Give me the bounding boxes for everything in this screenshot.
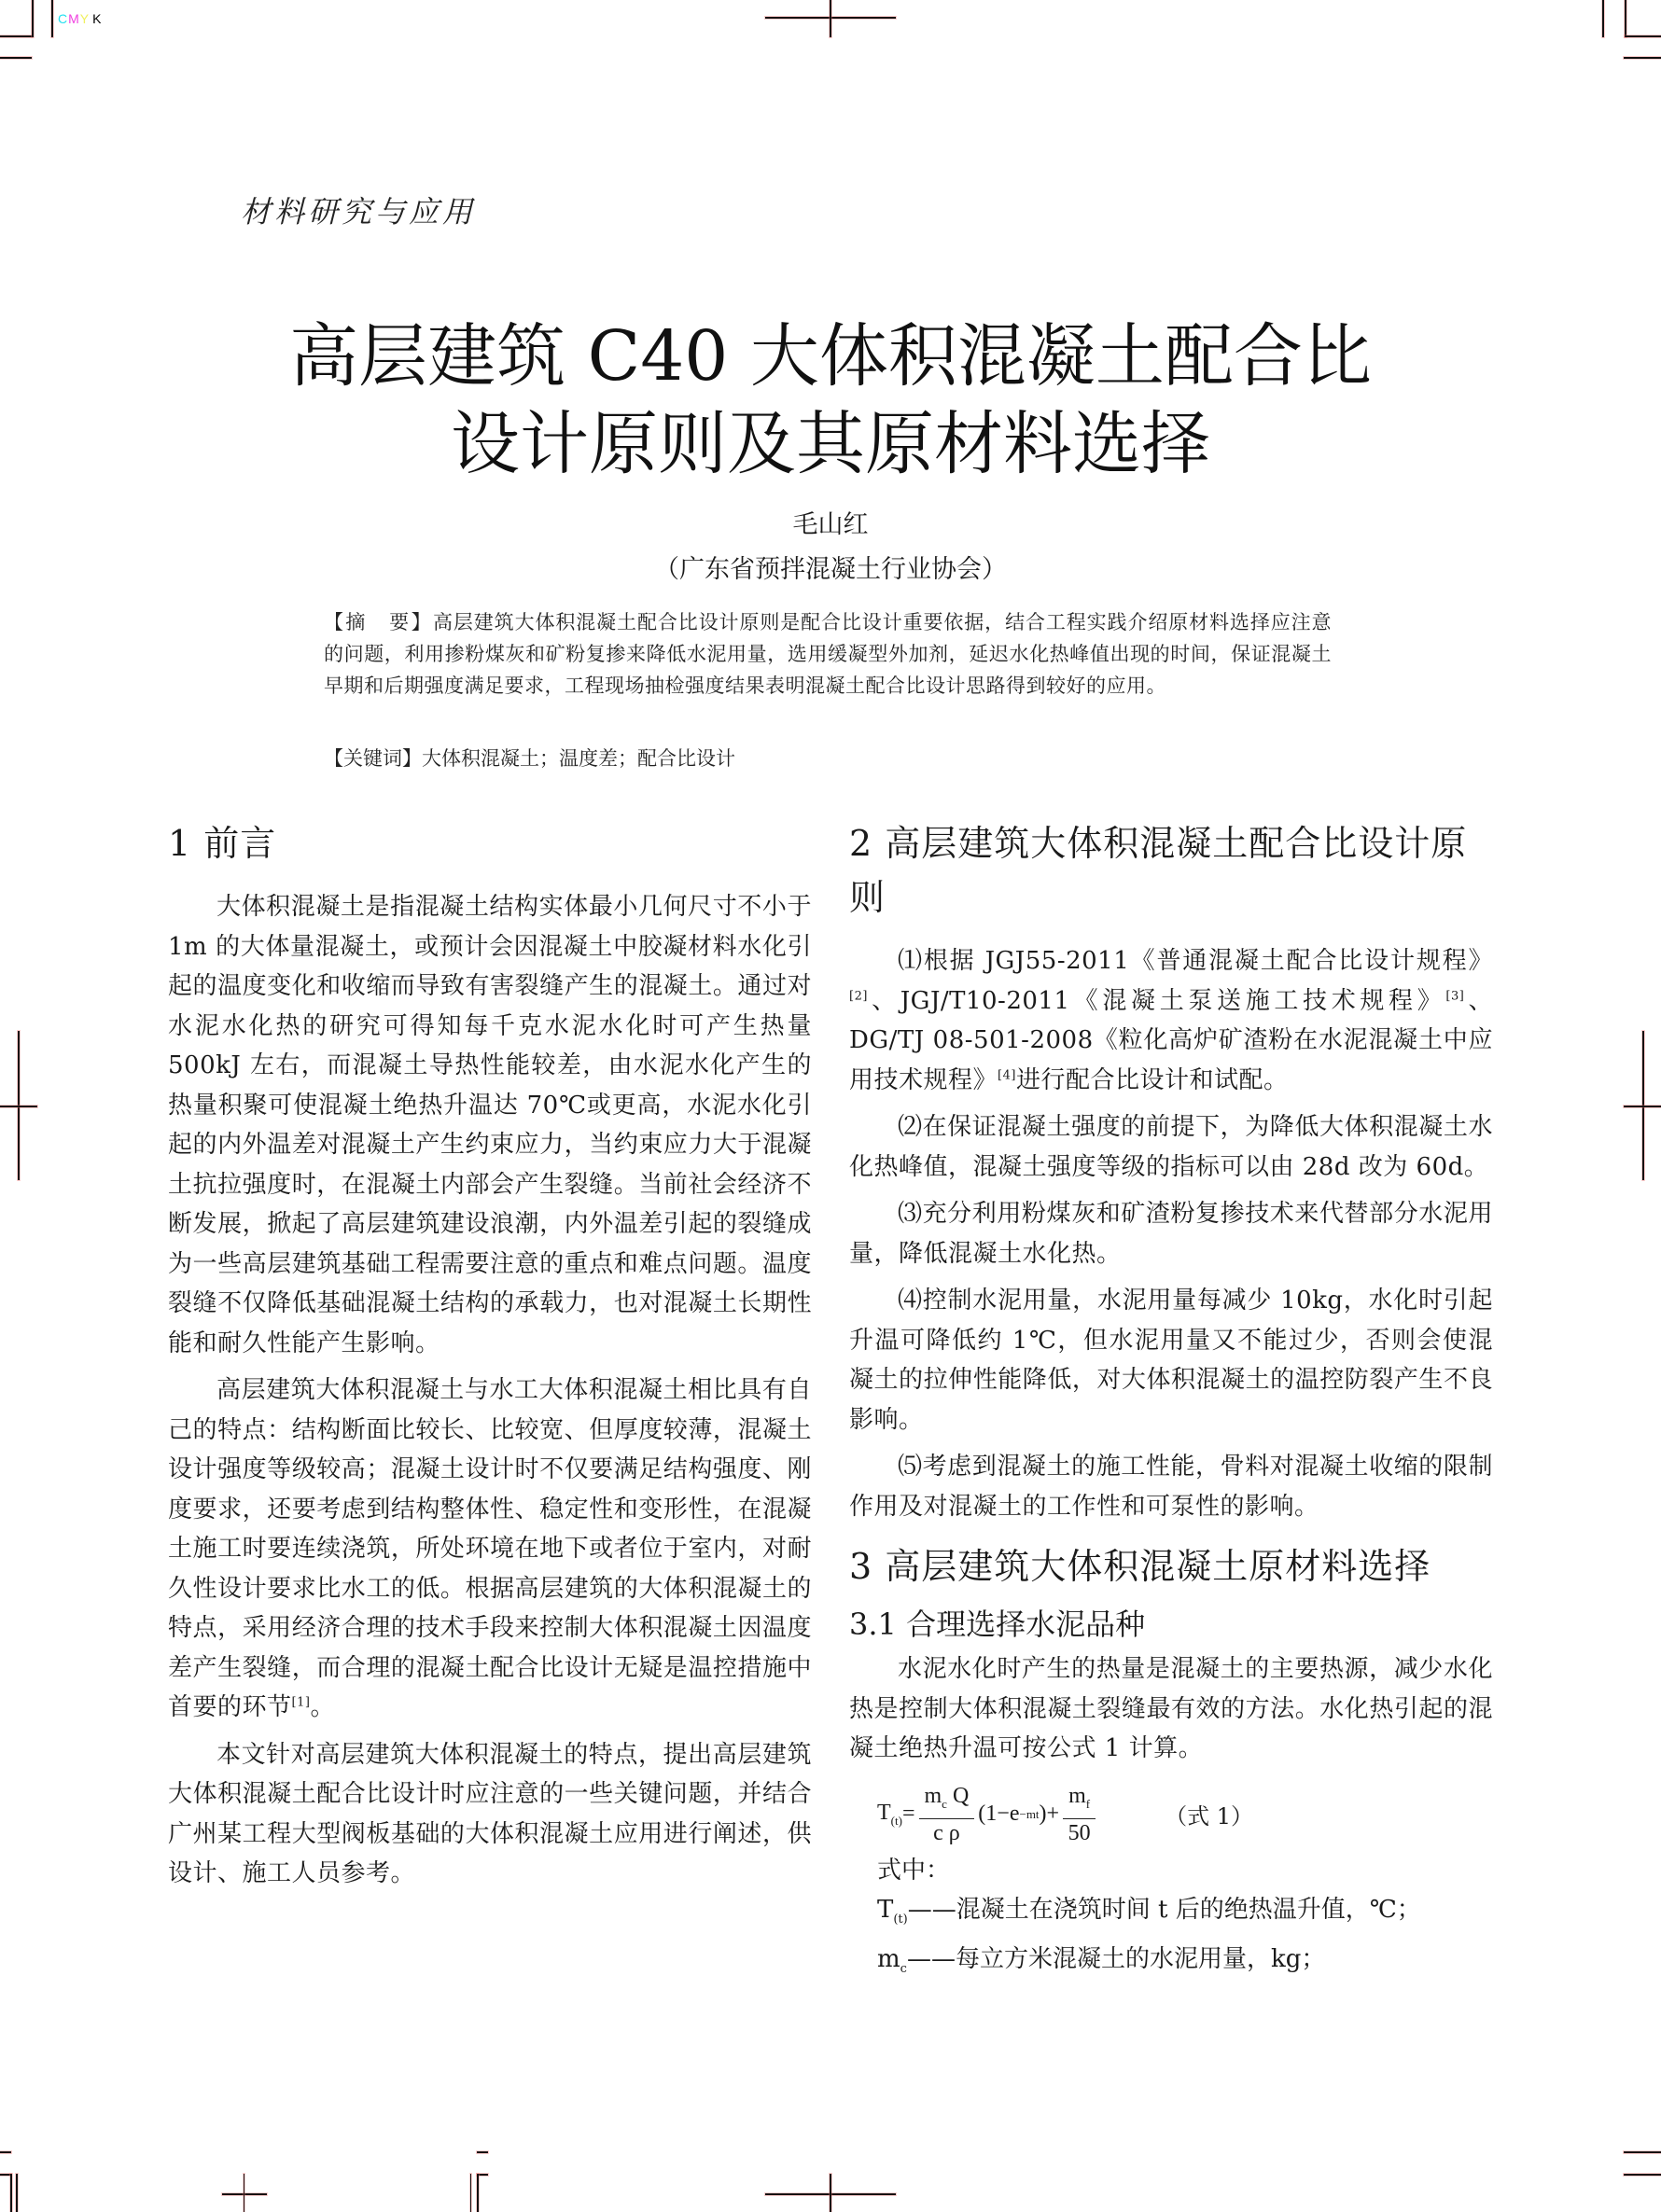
fraction: [919, 1782, 975, 1847]
list-item: ⑶充分利用粉煤灰和矿渣粉复掺技术来代替部分水泥用量，降低混凝土水化热。: [849, 1200, 1493, 1268]
crop-mark: [16, 2174, 18, 2212]
exponent: −mt: [1019, 1806, 1040, 1821]
formula-term: (1−e: [978, 1802, 1020, 1826]
list-item: ⑸考虑到混凝土的施工性能，骨料对混凝土收缩的限制作用及对混凝土的工作性和可泵性的影响。: [849, 1453, 1493, 1521]
crop-mark: [51, 0, 53, 37]
citation-ref[interactable]: [2]: [849, 988, 868, 1003]
variable-definitions: [877, 1851, 1493, 1989]
registration-mark: [830, 0, 831, 37]
crop-mark: [0, 35, 32, 37]
definition-item: [877, 1890, 1493, 1940]
crop-mark: [1602, 0, 1604, 37]
author-affiliation: （广东省预拌混凝土行业协会）: [654, 555, 1007, 584]
numerator: [919, 1782, 975, 1819]
journal-section-tag: 材料研究与应用: [241, 194, 477, 230]
paragraph: 本文针对高层建筑大体积混凝土的特点，提出高层建筑大体积混凝土配合比设计时应注意的一些关键问题，并结合广州某工程大型阀板基础的大体积混凝土应用进行阐述，供设计、施工人员参考。: [168, 1740, 812, 1887]
symbol: m: [877, 1944, 900, 1973]
subsection-heading-3-1: 3.1 合理选择水泥品种: [849, 1607, 1146, 1642]
crop-mark: [1625, 0, 1626, 37]
list-item-text: 、DG/TJ 08-501-2008《粒化高炉矿渣粉在水泥混凝土中应用技术规程》: [849, 986, 1493, 1094]
formula-term: )+: [1039, 1802, 1060, 1826]
abstract: [324, 606, 1332, 702]
symbol: m: [1068, 1783, 1086, 1808]
list-item-text: 、JGJ/T10-2011《混凝土泵送施工技术规程》: [867, 986, 1446, 1015]
abstract-text: 高层建筑大体积混凝土配合比设计原则是配合比设计重要依据，结合工程实践介绍原材料选择应注意的问题，利用掺粉煤灰和矿粉复掺来降低水泥用量，选用缓凝型外加剂，延迟水化热峰值出现的时间，保证混凝土早期和后期强度满足要求，工程现场抽检强度结果表明混凝土配合比设计思路得到较好的应用。: [324, 611, 1333, 697]
equation-1: [877, 1782, 1493, 1847]
crop-mark: [0, 57, 32, 59]
left-column: [168, 816, 812, 1901]
crop-mark: [1624, 57, 1661, 59]
section-heading-3: 3 高层建筑大体积混凝土原材料选择: [849, 1546, 1431, 1587]
list-item-text: 进行配合比设计和试配。: [1015, 1065, 1289, 1094]
symbol: T: [877, 1800, 891, 1825]
crop-mark: [477, 2151, 488, 2153]
symbol: Q: [946, 1783, 970, 1808]
article-title-line-1: 高层建筑 C40 大体积混凝土配合比: [289, 316, 1372, 396]
article-title-line-2: 设计原则及其原材料选择: [451, 404, 1210, 484]
subscript: c: [942, 1796, 947, 1811]
where-label: 式中：: [877, 1856, 951, 1885]
paragraph: 大体积混凝土是指混凝土结构实体最小几何尺寸不小于 1m 的大体量混凝土，或预计会因混凝土中胶凝材料水化引起的温度变化和收缩而导致有害裂缝产生的混凝土。通过对水泥水化热的研究可得知每千克水泥水化时可产生热量 500kJ 左右，而混凝土导热性能较差，由水泥水化产生的热量积聚可使混凝土绝热升温达 70℃或更高，水泥水化引起的内外温差对混凝土产生约束应力，当约束应力大于混凝土抗拉强度时，在混凝土内部会产生裂缝。当前社会经济不断发展，掀起了高层建筑建设浪潮，内外温差引起的裂缝成为一些高层建筑基础工程需要注意的重点和难点问题。温度裂缝不仅降低基础混凝土结构的承载力，也对混凝土长期性能和耐久性能产生影响。: [168, 893, 812, 1357]
denominator: c ρ: [933, 1820, 960, 1845]
formula-lhs: [877, 1801, 902, 1829]
crop-mark: [1624, 2151, 1661, 2153]
registration-mark: [222, 2193, 267, 2195]
list-item: ⑵在保证混凝土强度的前提下，为降低大体积混凝土水化热峰值，混凝土强度等级的指标可以由 28d 改为 60d。: [849, 1113, 1493, 1181]
symbol: T: [877, 1895, 894, 1924]
crop-mark: [470, 2174, 471, 2212]
equals-sign: =: [901, 1802, 915, 1826]
paragraph-text: 。: [310, 1693, 335, 1721]
list-item: [849, 941, 1493, 1100]
keywords-text: 大体积混凝土；温度差；配合比设计: [422, 747, 735, 770]
citation-ref[interactable]: [4]: [998, 1067, 1016, 1082]
registration-mark: [830, 2174, 831, 2212]
list-item-text: ⑴根据 JGJ55-2011《普通混凝土配合比设计规程》: [898, 947, 1493, 975]
crop-mark: [0, 2151, 11, 2153]
subscript: c: [900, 1961, 907, 1976]
subscript: (t): [890, 1813, 902, 1828]
subscript: f: [1085, 1796, 1091, 1811]
section-heading-2: 2 高层建筑大体积混凝土配合比设计原则: [849, 823, 1468, 918]
subscript: (t): [893, 1912, 908, 1927]
author-name: 毛山红: [792, 510, 869, 539]
citation-ref[interactable]: [3]: [1445, 988, 1465, 1003]
right-column: [849, 816, 1493, 1989]
paragraph: 水泥水化时产生的热量是混凝土的主要热源，减少水化热是控制大体积混凝土裂缝最有效的方法。水化热引起的混凝土绝热升温可按公式 1 计算。: [849, 1655, 1493, 1762]
registration-mark: [1624, 1106, 1661, 1107]
cmyk-registration-label: CMY K: [58, 11, 103, 26]
keywords: [324, 743, 1332, 774]
fraction: [1063, 1782, 1096, 1847]
paragraph-text: 高层建筑大体积混凝土与水工大体积混凝土相比具有自己的特点：结构断面比较长、比较宽、但厚度较薄，混凝土设计强度等级较高；混凝土设计时不仅要满足结构强度、刚度要求，还要考虑到结构整体性、稳定性和变形性，在混凝土施工时要连续浇筑，所处环境在地下或者位于室内，对耐久性设计要求比水工的低。根据高层建筑的大体积混凝土的特点，采用经济合理的技术手段来控制大体积混凝土因温度差产生裂缝，而合理的混凝土配合比设计无疑是温控措施中首要的环节: [168, 1376, 812, 1721]
article-title: [0, 313, 1661, 488]
symbol: m: [924, 1783, 942, 1808]
numerator: [1063, 1782, 1096, 1819]
definition-text: ——每立方米混凝土的水泥用量，kg；: [906, 1944, 1326, 1973]
abstract-label: 【摘 要】: [324, 611, 433, 633]
denominator: 50: [1068, 1820, 1091, 1845]
crop-mark: [32, 0, 34, 37]
equation-label: （式 1）: [1165, 1803, 1253, 1829]
crop-mark: [1624, 2174, 1661, 2176]
paragraph: [168, 1370, 812, 1728]
registration-mark: [0, 1106, 37, 1107]
crop-mark: [1625, 35, 1661, 37]
crop-mark: [10, 2174, 12, 2212]
definition-item: [877, 1940, 1493, 1989]
citation-ref[interactable]: [1]: [291, 1695, 311, 1710]
list-item: ⑷控制水泥用量，水泥用量每减少 10kg，水化时引起升温可降低约 1℃，但水泥用量又不能过少，否则会使混凝土的拉伸性能降低，对大体积混凝土的温控防裂产生不良影响。: [849, 1287, 1493, 1434]
crop-mark: [477, 2174, 479, 2212]
definition-text: ——混凝土在浇筑时间 t 后的绝热温升值，℃；: [907, 1895, 1421, 1924]
keywords-label: 【关键词】: [324, 747, 422, 770]
section-heading-1: 1 前言: [168, 823, 277, 864]
